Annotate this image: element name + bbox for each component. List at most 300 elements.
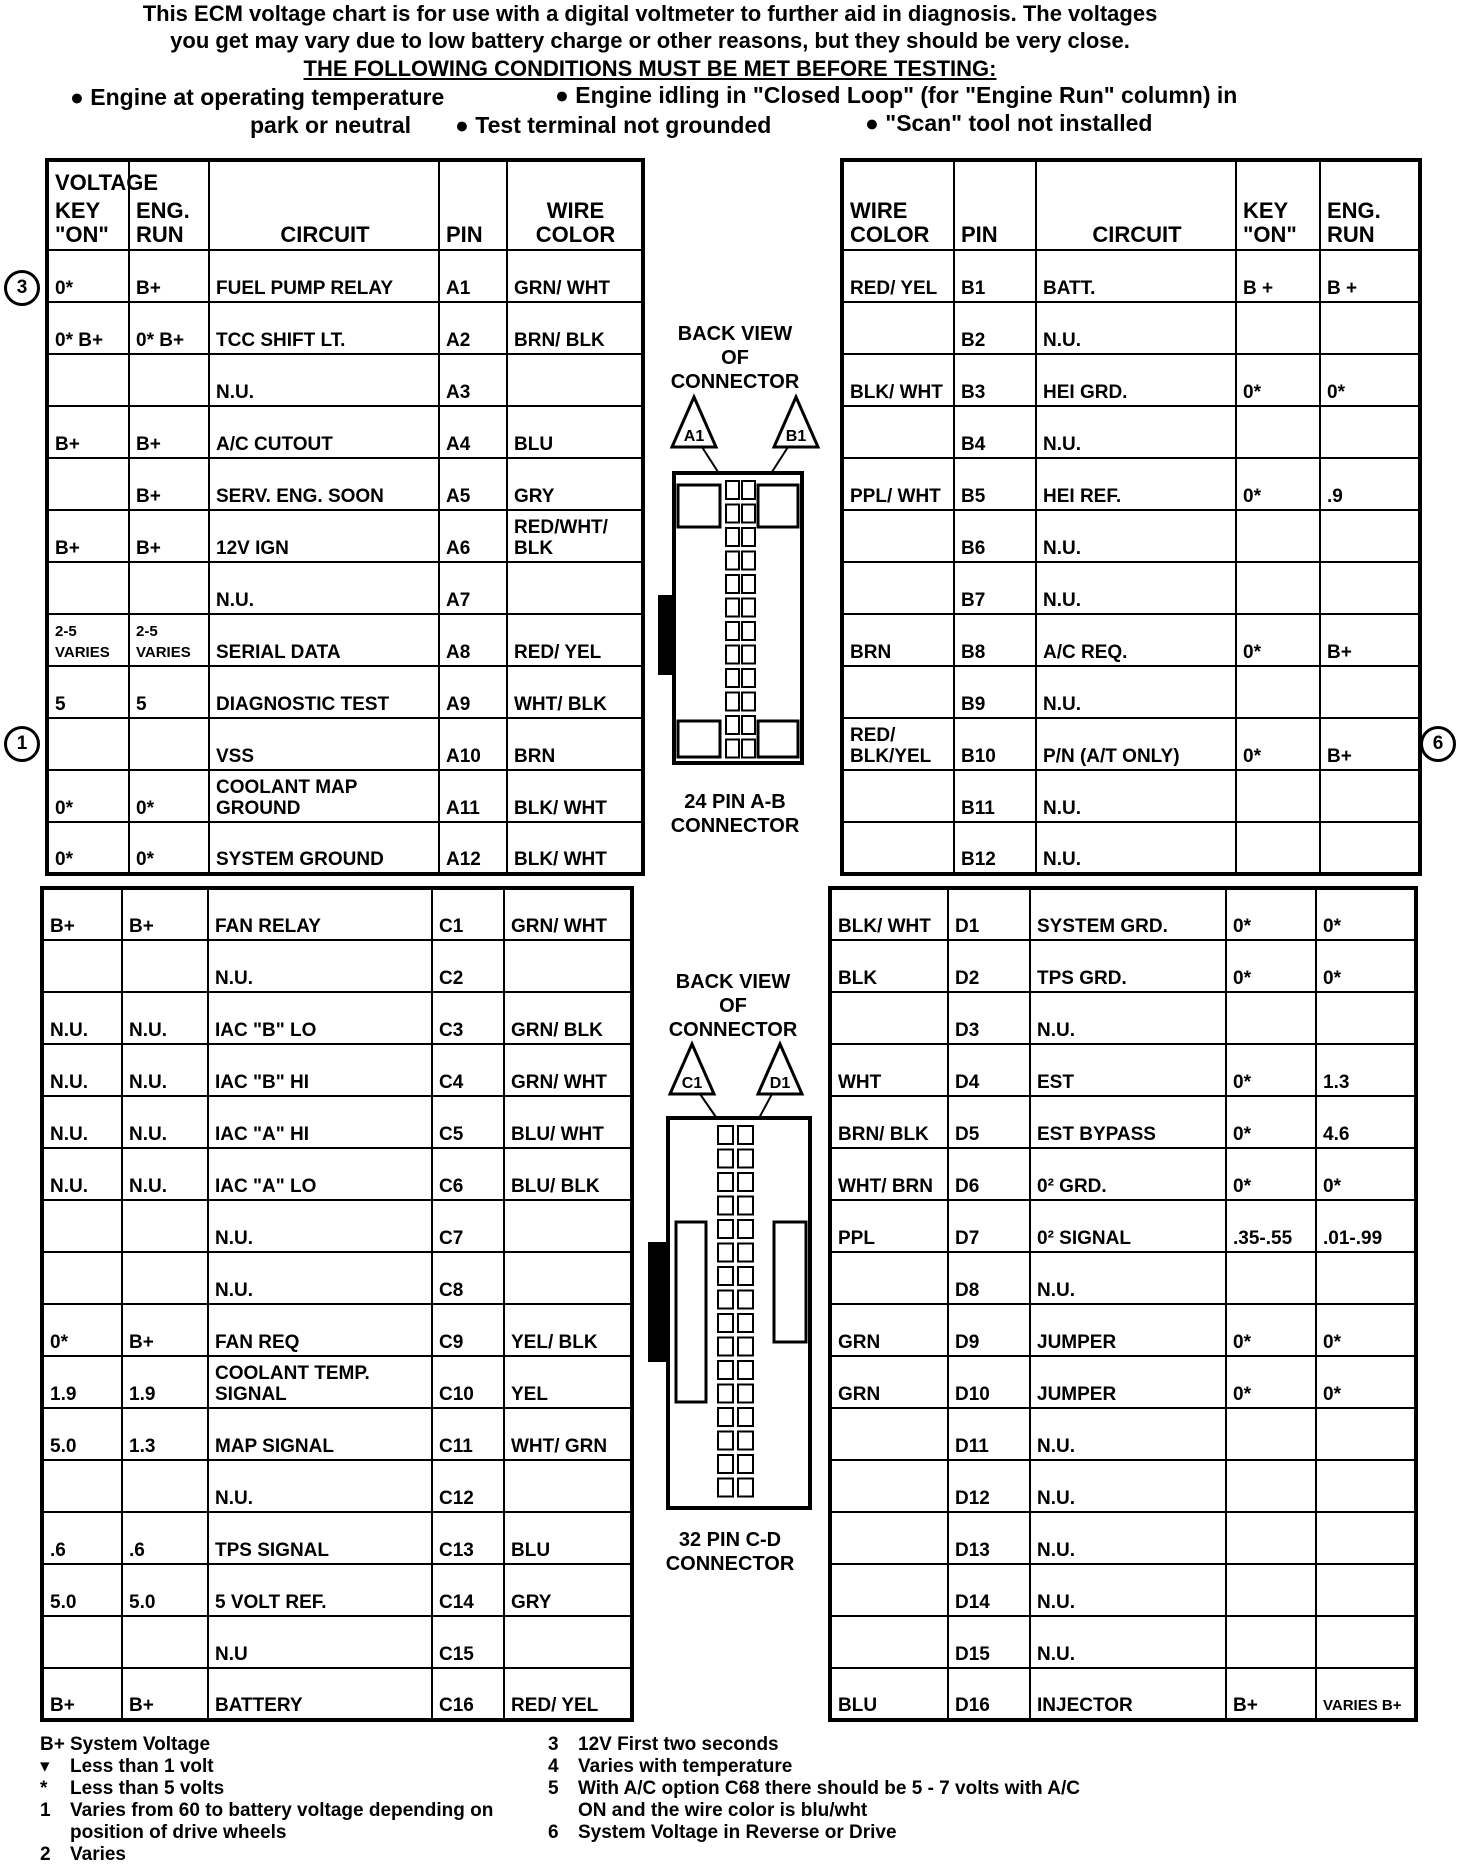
wire-color: GRN	[830, 1304, 948, 1356]
footnotes-left	[40, 1734, 510, 1866]
connector-pin	[738, 1455, 753, 1473]
table-c	[40, 886, 634, 1722]
key-on-value	[1226, 1512, 1316, 1564]
connector-pin	[738, 1150, 753, 1168]
circuit-name: N.U.	[1030, 1408, 1226, 1460]
pin-id: A4	[439, 406, 507, 458]
header-cell	[954, 160, 1036, 250]
circuit-name: IAC "B" LO	[208, 992, 432, 1044]
connector-pin	[738, 1173, 753, 1191]
key-on-header-1: KEY	[55, 198, 101, 223]
table-row	[47, 250, 643, 302]
circuit-name: N.U.	[1036, 406, 1236, 458]
circuit-name: DIAGNOSTIC TEST	[209, 666, 439, 718]
pin-id: B1	[954, 250, 1036, 302]
connector-pin	[738, 1244, 753, 1262]
key-on-value: 0* B+	[47, 302, 129, 354]
wire-color	[504, 940, 632, 992]
pin-id: D15	[948, 1616, 1030, 1668]
wire-color: PPL/ WHT	[842, 458, 954, 510]
callout-1: 1	[4, 726, 40, 762]
pin-id: C16	[432, 1668, 504, 1720]
triangle-b1-label: B1	[785, 428, 807, 445]
pin-id: B4	[954, 406, 1036, 458]
key-on-value: 0*	[1236, 614, 1320, 666]
footnote	[548, 1822, 1108, 1844]
footnote	[548, 1778, 1108, 1822]
key-on-value: 0*	[1226, 1356, 1316, 1408]
table-row	[42, 940, 632, 992]
key-on-value	[47, 458, 129, 510]
voltage-header: VOLTAGE	[55, 170, 159, 195]
footnote-text: System Voltage in Reverse or Drive	[578, 1822, 897, 1843]
pin-id: B3	[954, 354, 1036, 406]
pin-id: A10	[439, 718, 507, 770]
pin-id: C11	[432, 1408, 504, 1460]
connector-ab-title	[650, 322, 820, 394]
footnote	[40, 1778, 510, 1800]
footnote-symbol: 2	[40, 1844, 51, 1865]
condition-5-text: "Scan" tool not installed	[885, 110, 1153, 136]
eng-run-value: 0*	[1316, 1148, 1416, 1200]
condition-4-text: Test terminal not grounded	[475, 112, 772, 138]
connector-pin	[742, 505, 755, 523]
pin-id: C3	[432, 992, 504, 1044]
eng-run-value	[1320, 406, 1420, 458]
connector-pin	[718, 1385, 733, 1403]
circuit-name: N.U	[208, 1616, 432, 1668]
header-cell	[1320, 160, 1420, 250]
circuit-name: N.U.	[208, 1200, 432, 1252]
connector-ab-diagram	[640, 395, 840, 790]
pin-id: B2	[954, 302, 1036, 354]
key-on-value: B+	[47, 406, 129, 458]
connector-cd-title-2: OF	[719, 995, 747, 1017]
key-on-value	[1226, 1616, 1316, 1668]
footnote-symbol: B+	[40, 1734, 65, 1755]
key-on-value	[42, 1200, 122, 1252]
circuit-name: SERIAL DATA	[209, 614, 439, 666]
eng-run-value: 2-5 VARIES	[129, 614, 209, 666]
wire-color: YEL	[504, 1356, 632, 1408]
key-on-value: N.U.	[42, 992, 122, 1044]
eng-run-value	[122, 1200, 208, 1252]
table-row	[42, 1096, 632, 1148]
connector-pin	[742, 599, 755, 617]
wire-color	[504, 1616, 632, 1668]
key-on-value: 0*	[42, 1304, 122, 1356]
key-on-value: 0*	[1226, 1096, 1316, 1148]
wire-color: YEL/ BLK	[504, 1304, 632, 1356]
pin-id: C12	[432, 1460, 504, 1512]
key-on-value	[1226, 1408, 1316, 1460]
condition-1: ● Engine at operating temperature	[70, 84, 445, 110]
table-row	[42, 1616, 632, 1668]
connector-pin	[742, 740, 755, 758]
key-on-value	[1226, 1252, 1316, 1304]
circuit-name: N.U.	[1030, 1460, 1226, 1512]
eng-run-value: 1.3	[122, 1408, 208, 1460]
wire-color: GRY	[507, 458, 643, 510]
key-on-value: 0*	[1236, 354, 1320, 406]
pin-id: C6	[432, 1148, 504, 1200]
circuit-name: N.U.	[209, 354, 439, 406]
pin-id: C8	[432, 1252, 504, 1304]
pin-id: C13	[432, 1512, 504, 1564]
wire-color: BLK	[830, 940, 948, 992]
circuit-name: 0² GRD.	[1030, 1148, 1226, 1200]
table-row	[830, 940, 1416, 992]
key-on-value	[1226, 992, 1316, 1044]
connector-ab-title-3: CONNECTOR	[670, 371, 800, 393]
callout-3: 3	[4, 270, 40, 306]
pin-id: A9	[439, 666, 507, 718]
connector-pin	[718, 1197, 733, 1215]
circuit-name: IAC "B" HI	[208, 1044, 432, 1096]
connector-ab-label-2: CONNECTOR	[670, 815, 800, 837]
table-row	[42, 1512, 632, 1564]
connector-pin	[718, 1314, 733, 1332]
eng-run-value: B+	[129, 250, 209, 302]
table-row	[42, 1668, 632, 1720]
pin-id: A3	[439, 354, 507, 406]
connector-pin	[738, 1291, 753, 1309]
key-on-value: 0*	[47, 822, 129, 874]
wire-color: BLU	[830, 1668, 948, 1720]
eng-run-value: 0*	[1316, 1304, 1416, 1356]
circuit-name: N.U.	[208, 1252, 432, 1304]
condition-4: ● Test terminal not grounded	[455, 112, 772, 138]
connector-pin	[726, 693, 739, 711]
eng-run-header-1: ENG.	[136, 198, 190, 223]
wire-color	[830, 992, 948, 1044]
circuit-name: N.U.	[1036, 822, 1236, 874]
circuit-name: N.U.	[1030, 1252, 1226, 1304]
table-row	[842, 250, 1420, 302]
wire-color: BLU	[504, 1512, 632, 1564]
wire-color	[830, 1408, 948, 1460]
pin-id: D11	[948, 1408, 1030, 1460]
key-on-value: B+	[42, 1668, 122, 1720]
connector-pin	[738, 1267, 753, 1285]
wire-color	[507, 354, 643, 406]
key-on-value: 0*	[1236, 718, 1320, 770]
wire-color	[842, 510, 954, 562]
pin-header: PIN	[446, 222, 483, 247]
wire-color: RED/ YEL	[507, 614, 643, 666]
key-on-value: B+	[1226, 1668, 1316, 1720]
key-on-value: 5.0	[42, 1564, 122, 1616]
pin-id: D10	[948, 1356, 1030, 1408]
connector-ab-label-1: 24 PIN A-B	[684, 791, 786, 813]
callout-6: 6	[1420, 726, 1456, 762]
table-b	[840, 158, 1422, 876]
eng-run-header-2: RUN	[136, 222, 184, 247]
connector-pin	[718, 1150, 733, 1168]
footnotes-right	[548, 1734, 1108, 1844]
wire-color: BRN	[842, 614, 954, 666]
table-row	[842, 510, 1420, 562]
key-on-header-2: "ON"	[55, 222, 109, 247]
connector-pin	[726, 622, 739, 640]
wire-color	[842, 666, 954, 718]
circuit-name: N.U.	[208, 940, 432, 992]
wire-color: WHT	[830, 1044, 948, 1096]
connector-pin	[742, 552, 755, 570]
wire-color: PPL	[830, 1200, 948, 1252]
key-on-value	[1236, 770, 1320, 822]
key-on-value: .35-.55	[1226, 1200, 1316, 1252]
footnote-symbol: 6	[548, 1822, 559, 1843]
key-on-value	[1236, 510, 1320, 562]
pin-id: A7	[439, 562, 507, 614]
wire-color: BLU	[507, 406, 643, 458]
eng-run-value	[1320, 302, 1420, 354]
circuit-name: BATT.	[1036, 250, 1236, 302]
eng-run-value: VARIES B+	[1316, 1668, 1416, 1720]
wire-color	[830, 1512, 948, 1564]
pin-id: D8	[948, 1252, 1030, 1304]
circuit-name: N.U.	[209, 562, 439, 614]
circuit-name: HEI REF.	[1036, 458, 1236, 510]
eng-run-header-2: RUN	[1327, 222, 1375, 247]
pin-id: C4	[432, 1044, 504, 1096]
wire-color: BLK/ WHT	[507, 770, 643, 822]
wire-header-1: WIRE	[546, 198, 605, 223]
connector-cd-diagram	[640, 1042, 840, 1527]
circuit-name: N.U.	[1036, 770, 1236, 822]
wire-color: RED/ YEL	[504, 1668, 632, 1720]
key-on-value	[1236, 666, 1320, 718]
table-row	[42, 888, 632, 940]
table-row	[42, 1148, 632, 1200]
table-row	[830, 888, 1416, 940]
circuit-name: VSS	[209, 718, 439, 770]
connector-pin	[718, 1479, 733, 1497]
circuit-name: INJECTOR	[1030, 1668, 1226, 1720]
connector-ab-title-2: OF	[721, 347, 749, 369]
eng-run-value: 5	[129, 666, 209, 718]
footnote-symbol: ▾	[40, 1756, 50, 1777]
table-row	[42, 1356, 632, 1408]
circuit-name: 0² SIGNAL	[1030, 1200, 1226, 1252]
eng-run-value	[1316, 1408, 1416, 1460]
header-line-2: you get may vary due to low battery charge or other reasons, but they should be very close.	[170, 28, 1130, 53]
wire-color	[830, 1616, 948, 1668]
eng-run-value	[1320, 666, 1420, 718]
connector-pin	[742, 716, 755, 734]
key-on-value: 2-5 VARIES	[47, 614, 129, 666]
key-on-value	[47, 718, 129, 770]
wire-color: GRN	[830, 1356, 948, 1408]
wire-color: BLU/ BLK	[504, 1148, 632, 1200]
pin-id: C2	[432, 940, 504, 992]
pin-id: A12	[439, 822, 507, 874]
key-on-value	[42, 940, 122, 992]
wire-color: RED/WHT/ BLK	[507, 510, 643, 562]
connector-pin	[726, 505, 739, 523]
pin-id: D6	[948, 1148, 1030, 1200]
circuit-name: IAC "A" HI	[208, 1096, 432, 1148]
table-row	[842, 666, 1420, 718]
connector-pin	[738, 1126, 753, 1144]
eng-run-value: 0*	[1316, 940, 1416, 992]
eng-run-value: B+	[122, 888, 208, 940]
pin-id: C7	[432, 1200, 504, 1252]
circuit-header: CIRCUIT	[280, 222, 370, 247]
eng-run-value	[1320, 770, 1420, 822]
connector-pin	[742, 481, 755, 499]
table-row	[842, 562, 1420, 614]
footnote-text: Varies	[70, 1844, 126, 1865]
key-on-value: B +	[1236, 250, 1320, 302]
circuit-name: MAP SIGNAL	[208, 1408, 432, 1460]
circuit-name: N.U.	[1030, 992, 1226, 1044]
table-row	[47, 718, 643, 770]
header-cell	[1236, 160, 1320, 250]
pin-id: B12	[954, 822, 1036, 874]
eng-run-value: N.U.	[122, 1044, 208, 1096]
circuit-name: N.U.	[1030, 1512, 1226, 1564]
table-header	[47, 160, 643, 250]
pin-id: B10	[954, 718, 1036, 770]
table-row	[842, 770, 1420, 822]
connector-pin	[742, 622, 755, 640]
header-cell	[1036, 160, 1236, 250]
connector-cd-title-3: CONNECTOR	[668, 1019, 798, 1041]
table-row	[42, 1408, 632, 1460]
circuit-name: JUMPER	[1030, 1356, 1226, 1408]
pin-id: C14	[432, 1564, 504, 1616]
pin-id: B7	[954, 562, 1036, 614]
condition-2: ● Engine idling in "Closed Loop" (for "Engine Run" column) in	[555, 82, 1238, 108]
triangle-c1-label: C1	[681, 1075, 703, 1092]
key-on-value: N.U.	[42, 1096, 122, 1148]
key-on-value: 0*	[1226, 1044, 1316, 1096]
wire-color	[842, 302, 954, 354]
footnote-text: Less than 1 volt	[70, 1756, 214, 1777]
wire-color	[504, 1252, 632, 1304]
wire-color	[504, 1460, 632, 1512]
eng-run-value: N.U.	[122, 1096, 208, 1148]
pin-id: B8	[954, 614, 1036, 666]
circuit-name: 5 VOLT REF.	[208, 1564, 432, 1616]
key-on-header-2: "ON"	[1243, 222, 1297, 247]
eng-run-value: 4.6	[1316, 1096, 1416, 1148]
eng-run-value: B+	[129, 458, 209, 510]
key-on-value: 0*	[47, 770, 129, 822]
circuit-name: N.U.	[208, 1460, 432, 1512]
footnote-text: With A/C option C68 there should be 5 - 7 volts with A/C ON and the wire color is blu/wht	[578, 1778, 1080, 1821]
wire-color	[504, 1200, 632, 1252]
table-row	[842, 406, 1420, 458]
wire-color	[842, 562, 954, 614]
circuit-name: HEI GRD.	[1036, 354, 1236, 406]
eng-run-value: B+	[122, 1668, 208, 1720]
eng-run-value: N.U.	[122, 992, 208, 1044]
connector-pin	[738, 1197, 753, 1215]
header-cell	[507, 160, 643, 250]
connector-pin	[742, 528, 755, 546]
circuit-name: N.U.	[1036, 510, 1236, 562]
table-row	[830, 1096, 1416, 1148]
connector-pin	[726, 716, 739, 734]
table-row	[830, 1044, 1416, 1096]
wire-color: GRN/ WHT	[504, 888, 632, 940]
circuit-name: N.U.	[1036, 666, 1236, 718]
key-on-value: 5	[47, 666, 129, 718]
connector-cd-label-2: CONNECTOR	[665, 1553, 795, 1575]
circuit-name: COOLANT TEMP. SIGNAL	[208, 1356, 432, 1408]
connector-pin	[718, 1361, 733, 1379]
circuit-name: FUEL PUMP RELAY	[209, 250, 439, 302]
eng-run-value	[1320, 822, 1420, 874]
circuit-name: SERV. ENG. SOON	[209, 458, 439, 510]
wire-color	[507, 562, 643, 614]
key-on-value	[1236, 562, 1320, 614]
connector-ab-label	[650, 790, 820, 838]
wire-color: BLK/ WHT	[830, 888, 948, 940]
table-row	[42, 1200, 632, 1252]
connector-pin	[742, 669, 755, 687]
circuit-name: A/C CUTOUT	[209, 406, 439, 458]
pin-id: A1	[439, 250, 507, 302]
eng-run-value: 0*	[129, 770, 209, 822]
key-on-value: B+	[47, 510, 129, 562]
connector-pin	[726, 528, 739, 546]
eng-run-value	[122, 1252, 208, 1304]
eng-run-value: 0* B+	[129, 302, 209, 354]
connector-pin	[738, 1220, 753, 1238]
table-row	[830, 1512, 1416, 1564]
connector-ab-title-1: BACK VIEW	[677, 323, 793, 345]
table-row	[830, 1304, 1416, 1356]
connector-pin	[726, 481, 739, 499]
table-a	[45, 158, 645, 876]
wire-color: BRN/ BLK	[830, 1096, 948, 1148]
pin-id: B6	[954, 510, 1036, 562]
condition-3: park or neutral	[250, 112, 412, 138]
connector-pin	[718, 1408, 733, 1426]
connector-pin	[726, 599, 739, 617]
pin-id: D13	[948, 1512, 1030, 1564]
table-row	[42, 1460, 632, 1512]
wire-color	[830, 1564, 948, 1616]
circuit-name: FAN REQ	[208, 1304, 432, 1356]
table-row	[47, 614, 643, 666]
table-row	[42, 992, 632, 1044]
key-on-value: 0*	[1236, 458, 1320, 510]
key-on-value	[1236, 822, 1320, 874]
triangle-a1-label: A1	[683, 428, 705, 445]
pin-header: PIN	[961, 222, 998, 247]
key-on-value	[1226, 1564, 1316, 1616]
eng-run-value: N.U.	[122, 1148, 208, 1200]
eng-run-value: 0*	[1320, 354, 1420, 406]
wire-color: BLU/ WHT	[504, 1096, 632, 1148]
pin-id: D1	[948, 888, 1030, 940]
eng-run-value	[122, 940, 208, 992]
connector-pin	[738, 1385, 753, 1403]
eng-run-value: B+	[129, 510, 209, 562]
table-row	[830, 1460, 1416, 1512]
eng-run-value	[1320, 562, 1420, 614]
wire-color	[830, 1460, 948, 1512]
pin-id: A11	[439, 770, 507, 822]
footnote	[548, 1734, 1108, 1756]
wire-color	[830, 1252, 948, 1304]
wire-color: BRN/ BLK	[507, 302, 643, 354]
